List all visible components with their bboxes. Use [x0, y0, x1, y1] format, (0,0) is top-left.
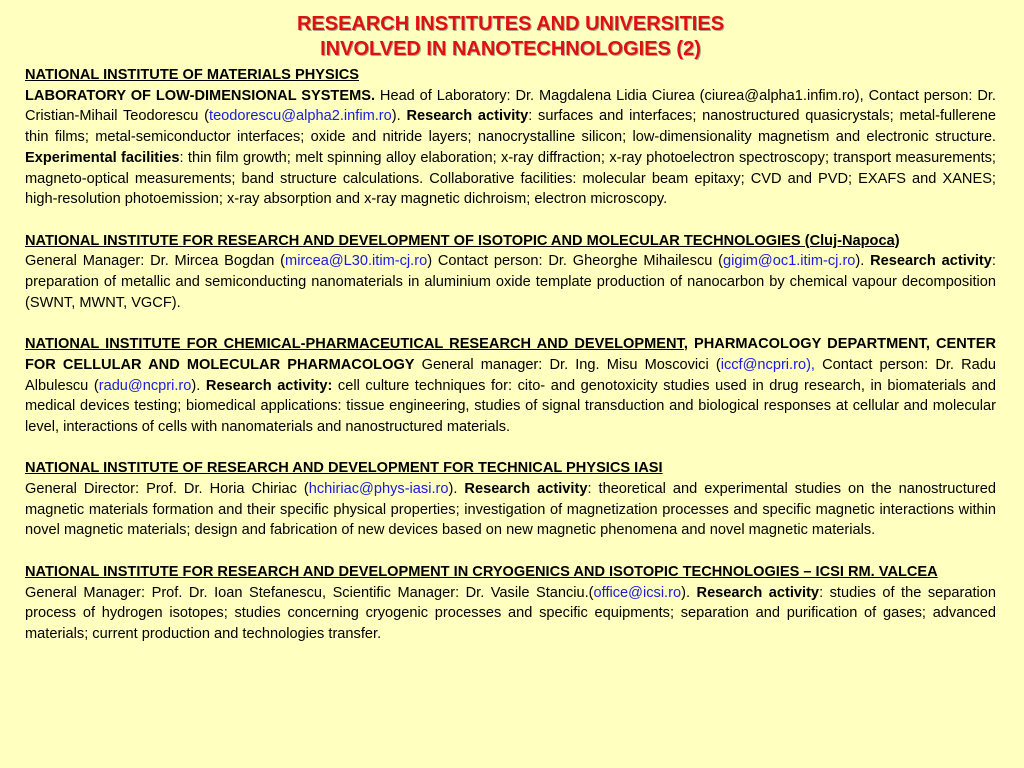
contact-text: Contact person: Dr. Radu Albulescu (: [25, 356, 997, 394]
experimental-facilities-label: Experimental facilities: [25, 149, 180, 166]
department-name: , PHARMACOLOGY DEPARTMENT, CENTER FOR CELLULAR AND MOLECULAR PHARMACOLOGY: [25, 336, 996, 373]
contact-text: ).: [191, 377, 206, 394]
contact-text: Head of Laboratory: Dr. Magdalena Lidia Ciurea (ciurea@alpha1.infim.ro), Contact person: Dr. Cristian-Mihail Teodorescu (: [25, 87, 996, 125]
institute-technical-physics: [25, 458, 996, 541]
research-activity-text: : studies of the separation process of hydrogen isotopes; studies concerning cryogenic processes and specific equipments; separation and purification of gases; advanced materials; current production and technologies transfer.: [25, 584, 996, 642]
contact-text: General Manager: Dr. Mircea Bogdan (: [25, 253, 286, 270]
institute-heading: NATIONAL INSTITUTE FOR RESEARCH AND DEVELOPMENT IN CRYOGENICS AND ISOTOPIC TECHNOLOGIES – ICSI RM. VALCEA: [25, 563, 938, 580]
institute-cryogenics: [25, 562, 996, 645]
institute-chemical-pharmaceutical: [25, 334, 996, 438]
institute-heading: NATIONAL INSTITUTE FOR CHEMICAL-PHARMACEUTICAL RESEARCH AND DEVELOPMENT: [25, 336, 684, 353]
institute-heading: NATIONAL INSTITUTE FOR RESEARCH AND DEVELOPMENT OF ISOTOPIC AND MOLECULAR TECHNOLOGIES (Cluj-Napoca): [25, 232, 900, 249]
email-link[interactable]: mircea@L30.itim-cj.ro: [285, 253, 428, 270]
title-line-1: RESEARCH INSTITUTES AND UNIVERSITIES: [296, 13, 725, 35]
contact-text: General Director: Prof. Dr. Horia Chiriac (: [25, 481, 309, 498]
research-activity-text: : theoretical and experimental studies on the nanostructured magnetic materials formation and their specific physical properties; investigation of magnetization processes and specific magnetic interactions within novel magnetic materials; design and fabrication of new devices based on new magnetic phenomena and novel magnetic materials.: [25, 481, 996, 539]
title-line-2: INVOLVED IN NANOTECHNOLOGIES (2): [320, 38, 701, 60]
research-activity-label: Research activity: [696, 584, 820, 601]
email-link[interactable]: office@icsi.ro: [593, 584, 682, 601]
research-activity-label: Research activity: [870, 253, 992, 270]
email-link[interactable]: gigim@oc1.itim-cj.ro: [723, 253, 856, 270]
research-activity-label: Research activity:: [205, 377, 333, 394]
email-link[interactable]: hchiriac@phys-iasi.ro: [308, 481, 449, 498]
research-activity-text: cell culture techniques for: cito- and genotoxicity studies used in drug research, in biomaterials and medical devices testing; biomedical applications: tissue engineering, studies of signal transduction and biological responses at cellular and molecular level, interactions of cells with nanomaterials and nanostructured materials.: [25, 377, 996, 435]
research-activity-text: : surfaces and interfaces; nanostructured quasicrystals; metal-fullerene thin films; metal-semiconductor interfaces; oxide and nitride layers; nanocrystalline silicon; low-dimensionality magnetism and electronic structure.: [25, 108, 996, 146]
institute-heading: NATIONAL INSTITUTE OF MATERIALS PHYSICS: [25, 67, 360, 83]
research-activity-label: Research activity: [406, 108, 529, 125]
contact-text: General manager: Dr. Ing. Misu Moscovici (: [414, 356, 721, 373]
email-link[interactable]: teodorescu@alpha2.infim.ro: [209, 108, 392, 125]
institute-materials-physics: [25, 65, 996, 210]
research-activity-label: Research activity: [464, 481, 588, 498]
institute-heading: NATIONAL INSTITUTE OF RESEARCH AND DEVELOPMENT FOR TECHNICAL PHYSICS IASI: [25, 460, 663, 477]
contact-text: ).: [855, 253, 871, 270]
contact-text: ).: [681, 584, 697, 601]
contact-text: ).: [448, 481, 465, 498]
experimental-facilities-text: : thin film growth; melt spinning alloy elaboration; x-ray diffraction; x-ray photoelectron spectroscopy; transport measurements; magneto-optical measurements; band structure calculations. Collaborative facilities: molecular beam epitaxy; CVD and PVD; EXAFS and XANES; high-resolution photoemission; x-ray absorption and x-ray magnetic dichroism; electron microscopy.: [25, 149, 996, 208]
contact-text: ) Contact person: Dr. Gheorghe Mihailescu (: [427, 253, 724, 270]
lab-name: LABORATORY OF LOW-DIMENSIONAL SYSTEMS.: [25, 87, 376, 104]
email-link[interactable]: iccf@ncpri.ro),: [720, 356, 815, 373]
institute-isotopic-molecular: [25, 231, 996, 314]
research-activity-text: : preparation of metallic and semiconducting nanomaterials in aluminium oxide template production of nanocarbon by chemical vapour decomposition (SWNT, MWNT, VGCF).: [25, 253, 996, 311]
slide-title: [25, 12, 996, 62]
contact-text: ).: [391, 108, 407, 125]
email-link[interactable]: radu@ncpri.ro: [98, 377, 192, 394]
contact-text: General Manager: Prof. Dr. Ioan Stefanescu, Scientific Manager: Dr. Vasile Stanciu.(: [25, 584, 594, 601]
